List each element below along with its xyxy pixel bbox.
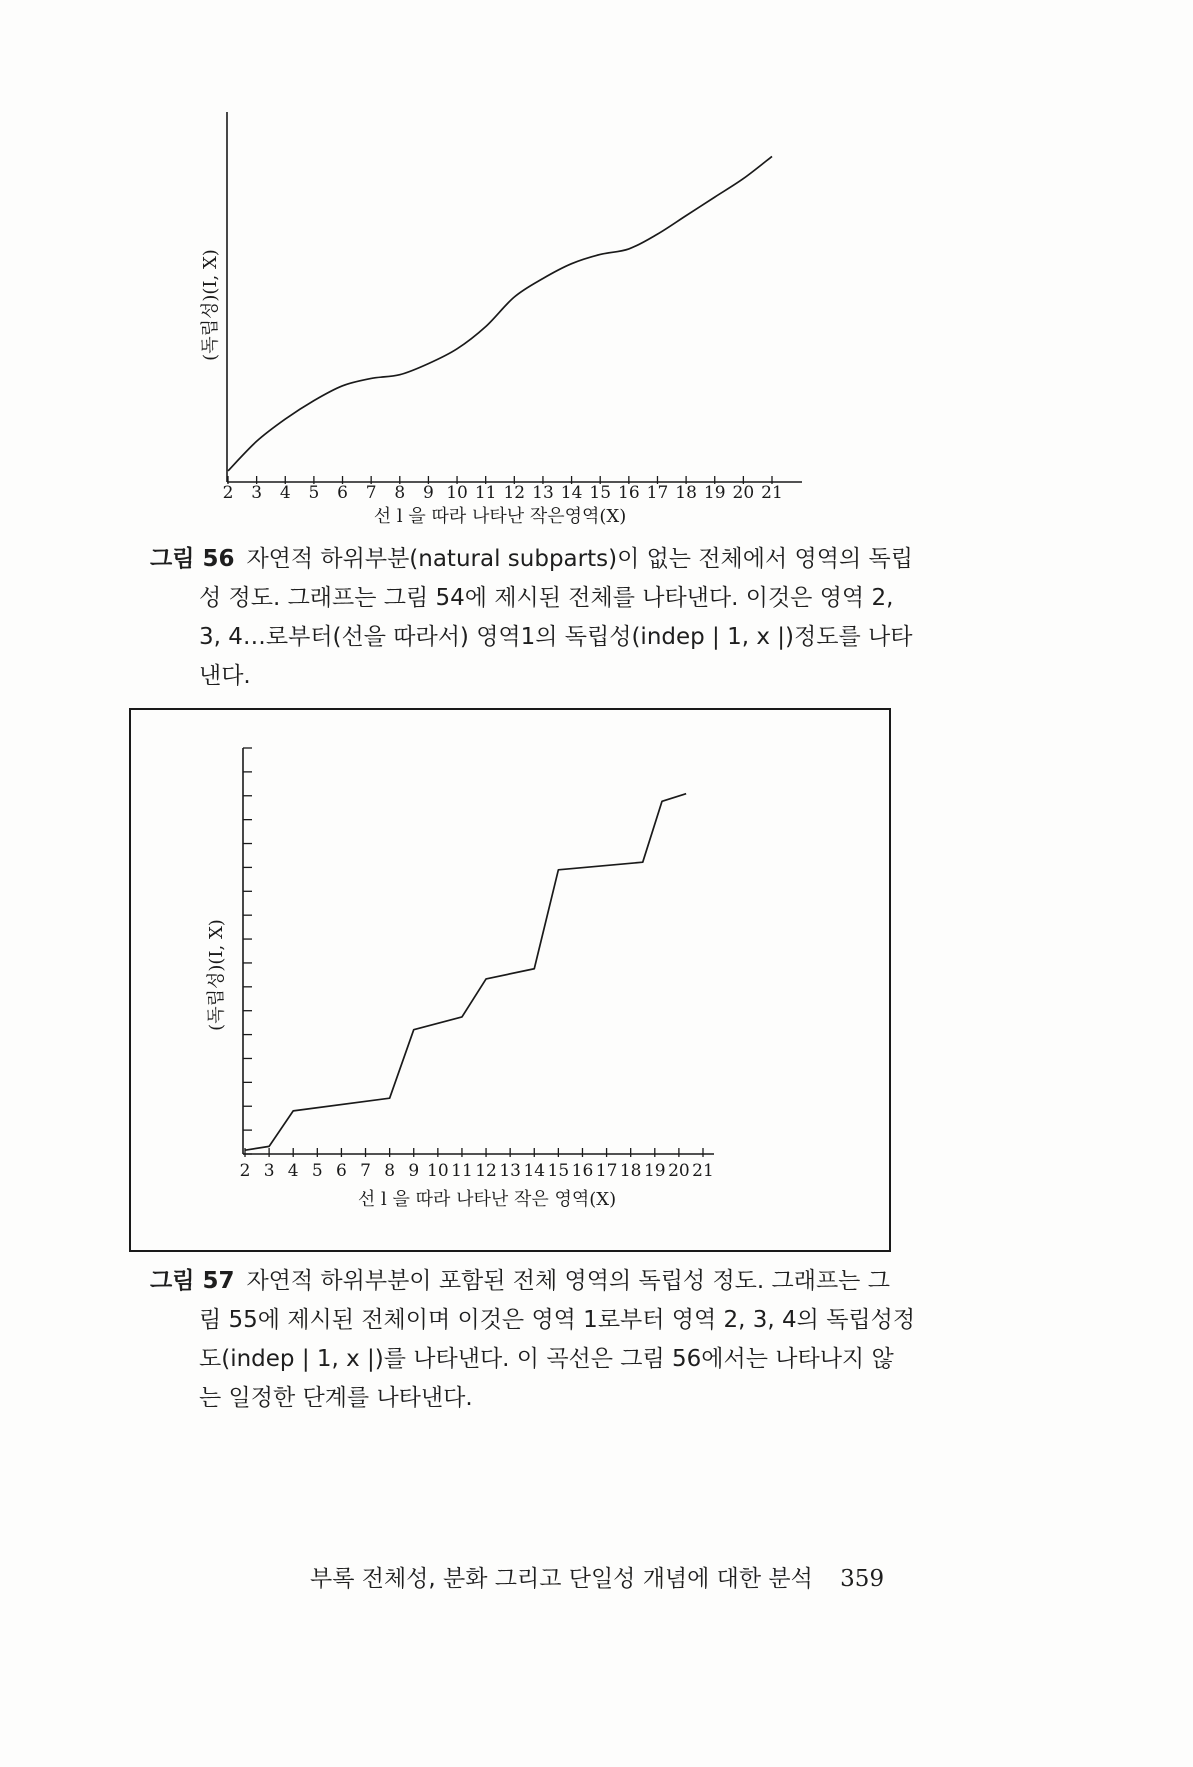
x-tick-label: 8: [384, 1161, 396, 1181]
x-tick-label: 9: [408, 1161, 420, 1181]
series-line-0: [245, 794, 686, 1151]
x-tick-label: 6: [337, 483, 348, 503]
x-tick-label: 4: [279, 483, 291, 503]
x-tick-label: 4: [287, 1161, 299, 1181]
x-tick-label: 9: [423, 483, 434, 503]
x-tick-label: 5: [311, 1161, 323, 1181]
x-tick-label: 17: [595, 1161, 618, 1181]
x-tick-label: 16: [618, 483, 640, 503]
x-tick-label: 20: [732, 483, 755, 503]
figure-56-ylabel: (독립성)(I, X): [200, 249, 221, 361]
x-tick-label: 11: [474, 483, 497, 503]
caption-line: 자연적 하위부분(natural subparts)이 없는 전체에서 영역의 독립: [246, 546, 913, 572]
page-footer: [310, 1560, 1030, 1593]
caption-line: 성 정도. 그래프는 그림 54에 제시된 전체를 나타낸다. 이것은 영역 2,: [199, 585, 894, 611]
x-tick-label: 12: [475, 1161, 497, 1181]
x-tick-label: 5: [308, 483, 320, 503]
caption-line: 낸다.: [199, 663, 251, 689]
figure-56-number: 그림 56: [150, 546, 235, 572]
figure-57-caption: [150, 1262, 1030, 1418]
x-tick-label: 7: [365, 483, 377, 503]
x-tick-label: 16: [571, 1161, 594, 1181]
x-tick-label: 13: [532, 483, 554, 503]
x-tick-label: 3: [263, 1161, 275, 1181]
figure-57-chart: [0, 700, 1193, 1260]
caption-line: 3, 4…로부터(선을 따라서) 영역1의 독립성(indep | 1, x |)정도를 나타: [199, 624, 913, 650]
figure-56-xlabel: 선 l 을 따라 나타난 작은영역(X): [373, 506, 627, 527]
x-tick-label: 19: [703, 483, 726, 503]
x-tick-label: 10: [446, 483, 468, 503]
x-tick-label: 3: [251, 483, 263, 503]
x-tick-label: 18: [619, 1161, 642, 1181]
running-title: 부록 전체성, 분화 그리고 단일성 개념에 대한 분석: [310, 1566, 813, 1592]
x-tick-label: 20: [668, 1161, 690, 1181]
figure-56-caption: [150, 540, 1030, 696]
x-tick-label: 10: [427, 1161, 449, 1181]
x-tick-label: 6: [336, 1161, 347, 1181]
figure-56-chart: [0, 0, 1193, 600]
x-tick-label: 18: [675, 483, 697, 503]
x-tick-label: 15: [547, 1161, 570, 1181]
figure-57-xlabel: 선 l 을 따라 나타난 작은 영역(X): [357, 1189, 617, 1210]
figure-57-ylabel: (독립성)(I, X): [206, 919, 227, 1031]
series-line-0: [228, 156, 772, 471]
caption-line: 는 일정한 단계를 나타낸다.: [199, 1385, 473, 1411]
caption-line: 림 55에 제시된 전체이며 이것은 영역 1로부터 영역 2, 3, 4의 독립성정: [199, 1307, 916, 1333]
x-tick-label: 7: [360, 1161, 371, 1181]
x-tick-label: 8: [394, 483, 406, 503]
x-tick-label: 14: [560, 483, 583, 503]
x-tick-label: 2: [222, 483, 234, 503]
x-tick-label: 14: [523, 1161, 546, 1181]
x-tick-label: 13: [499, 1161, 521, 1181]
caption-line: 자연적 하위부분이 포함된 전체 영역의 독립성 정도. 그래프는 그: [246, 1268, 890, 1294]
page-number: 359: [840, 1566, 885, 1592]
caption-line: 도(indep | 1, x |)를 나타낸다. 이 곡선은 그림 56에서는 나타나지 않: [199, 1346, 894, 1372]
x-tick-label: 2: [239, 1161, 251, 1181]
x-tick-label: 21: [692, 1161, 714, 1181]
x-tick-label: 21: [761, 483, 783, 503]
x-tick-label: 17: [646, 483, 669, 503]
x-tick-label: 12: [503, 483, 526, 503]
figure-57-number: 그림 57: [150, 1268, 235, 1294]
x-tick-label: 19: [643, 1161, 666, 1181]
x-tick-label: 11: [451, 1161, 473, 1181]
x-tick-label: 15: [589, 483, 612, 503]
